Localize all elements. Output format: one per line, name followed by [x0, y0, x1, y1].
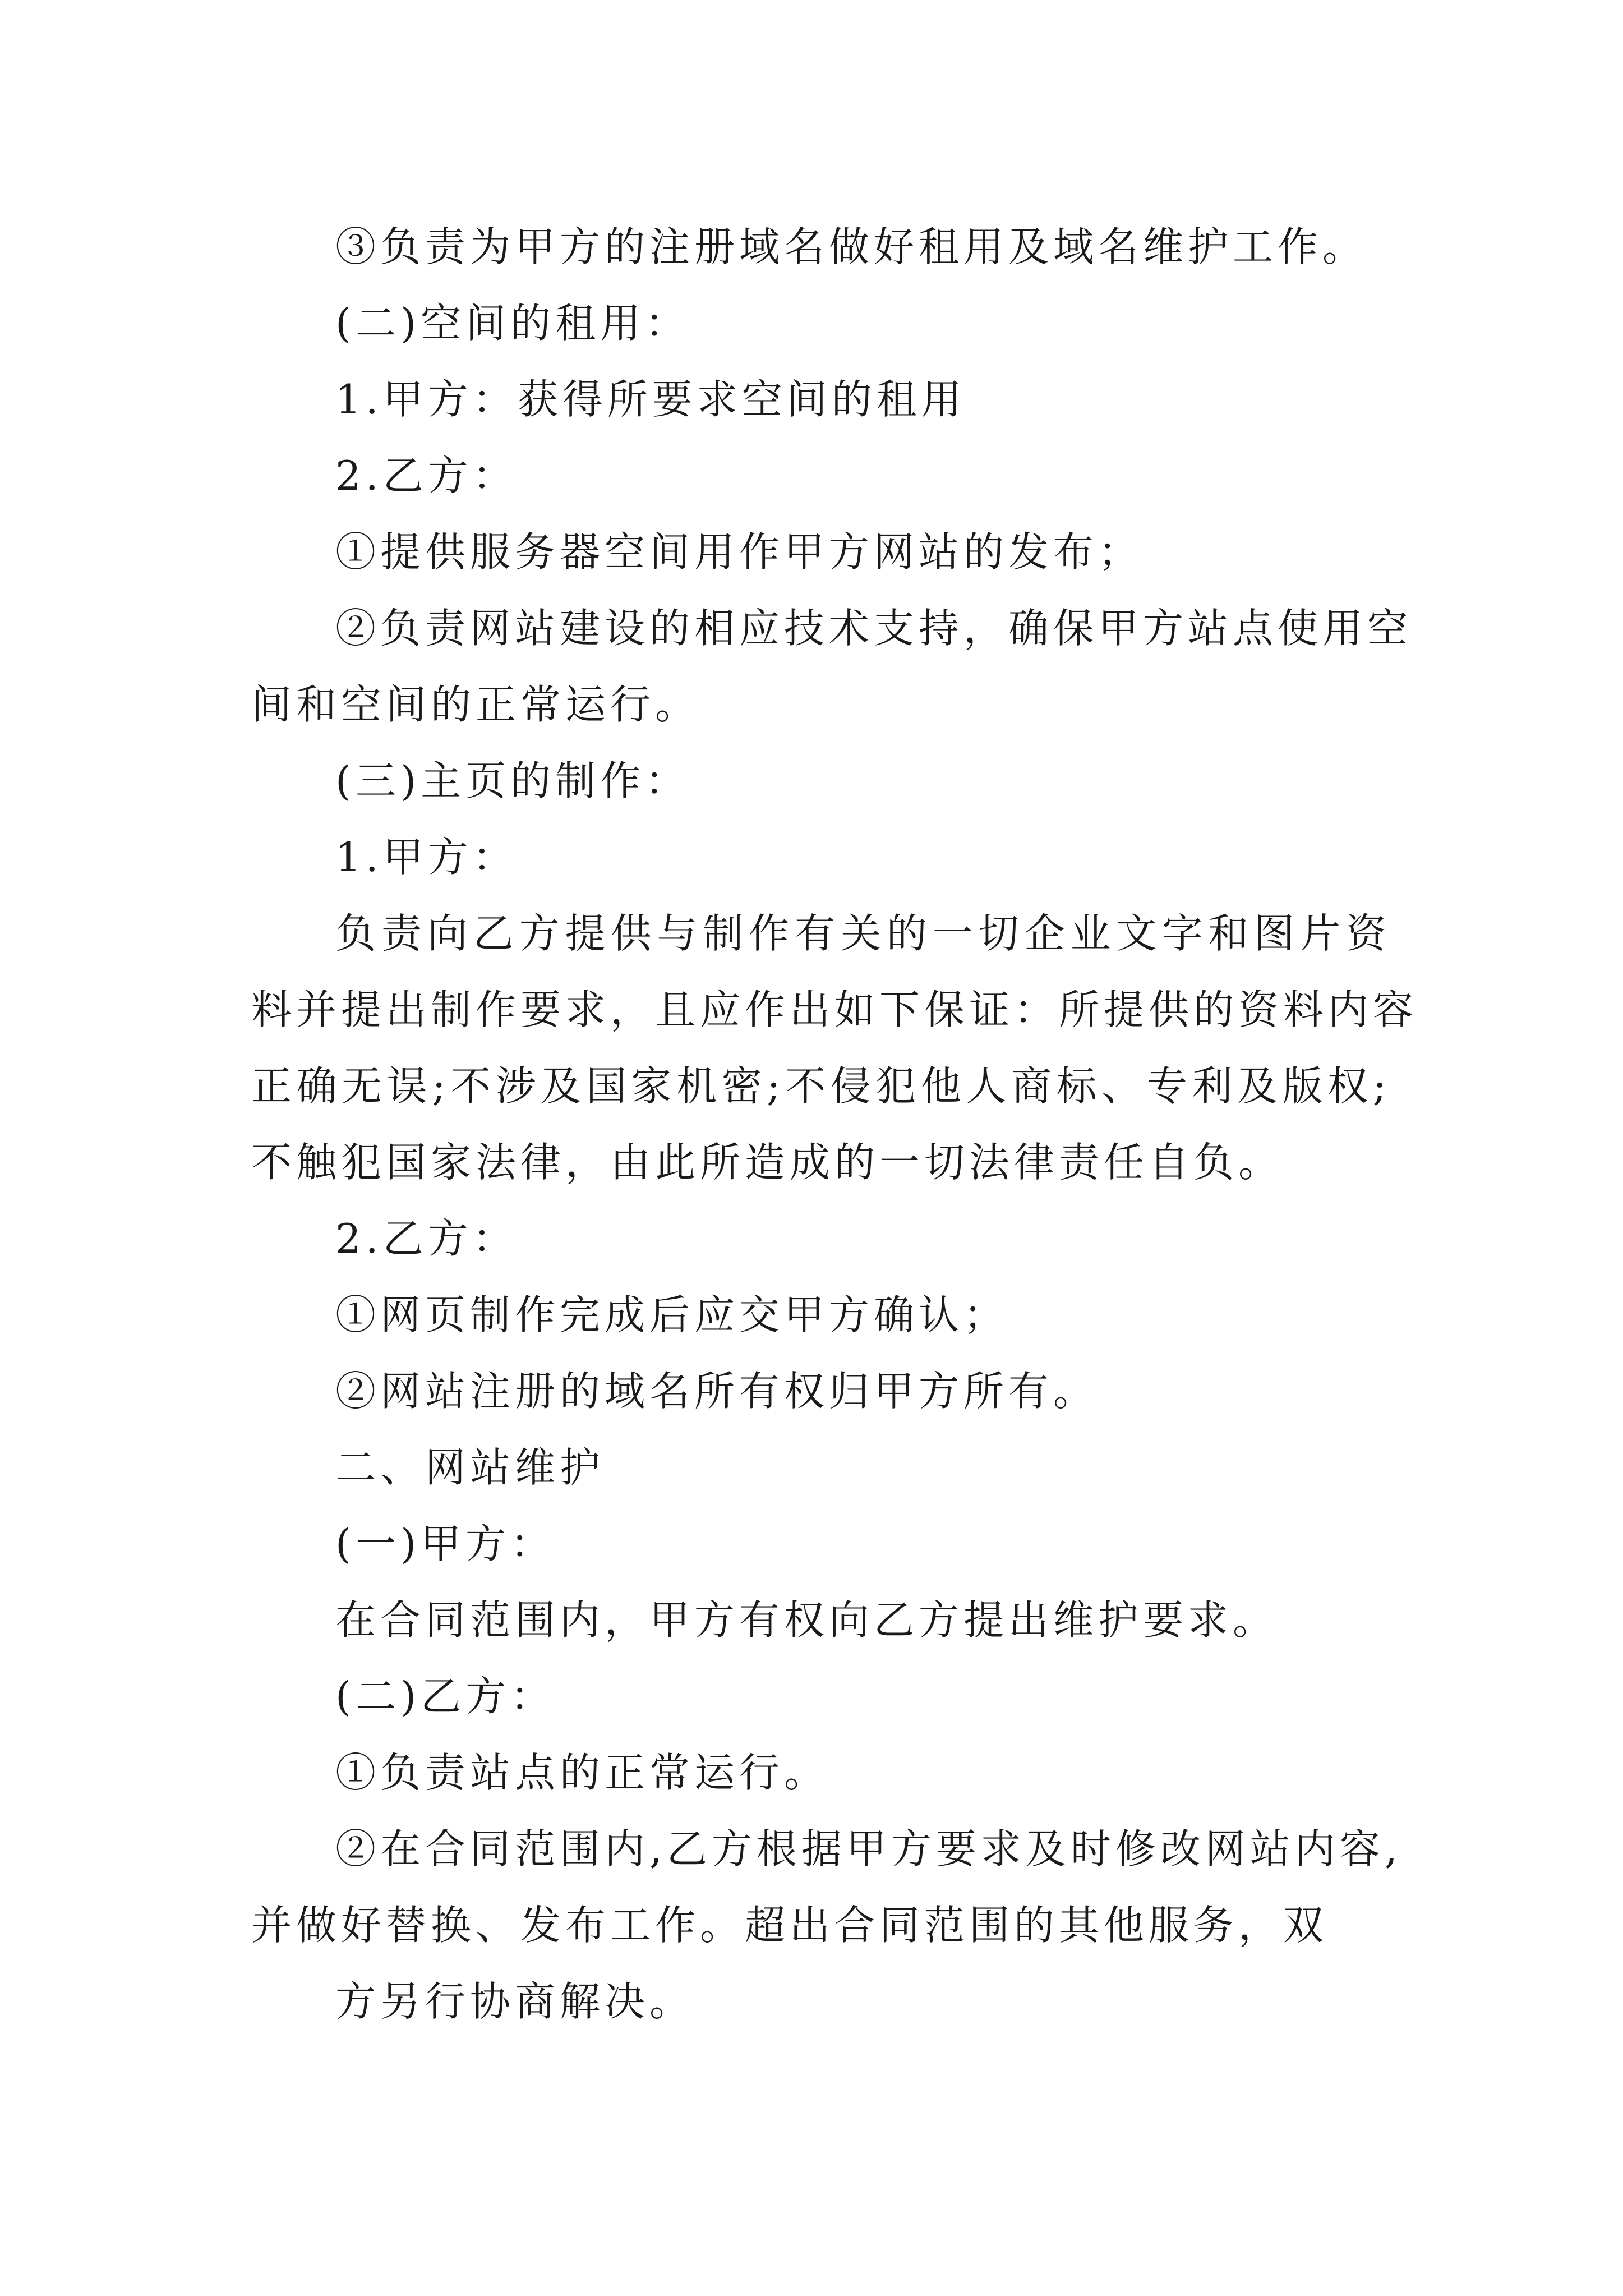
- text-line: 不触犯国家法律，由此所造成的一切法律责任自负。: [251, 1139, 1284, 1186]
- text-line: ②网站注册的域名所有权归甲方所有。: [335, 1368, 1099, 1415]
- text-line: (一)甲方：: [335, 1520, 556, 1567]
- text-line: ①提供服务器空间用作甲方网站的发布；: [335, 528, 1144, 576]
- text-line: 料并提出制作要求，且应作出如下保证：所提供的资料内容: [251, 986, 1418, 1033]
- text-line: ②负责网站建设的相应技术支持，确保甲方站点使用空: [335, 605, 1413, 652]
- text-line: (二)空间的租用：: [335, 300, 690, 347]
- text-line: 方另行协商解决。: [335, 1978, 695, 2025]
- text-line: 1.甲方：: [335, 834, 518, 881]
- text-line: 1.甲方：获得所要求空间的租用: [335, 376, 966, 423]
- text-line: 二、网站维护: [335, 1444, 605, 1491]
- text-line: 并做好替换、发布工作。超出合同范围的其他服务，双: [251, 1902, 1329, 1949]
- text-line: 负责向乙方提供与制作有关的一切企业文字和图片资: [335, 910, 1391, 957]
- text-line: ③负责为甲方的注册域名做好租用及域名维护工作。: [335, 223, 1368, 270]
- text-line: (二)乙方：: [335, 1673, 556, 1720]
- text-line: 在合同范围内，甲方有权向乙方提出维护要求。: [335, 1596, 1278, 1644]
- text-line: 正确无误;不涉及国家机密;不侵犯他人商标、专利及版权;: [251, 1062, 1391, 1110]
- text-line: ①负责站点的正常运行。: [335, 1749, 829, 1796]
- text-line: ②在合同范围内,乙方根据甲方要求及时修改网站内容,: [335, 1825, 1402, 1872]
- document-body: [251, 209, 1418, 2040]
- text-line: 2.乙方：: [335, 452, 518, 499]
- text-line: ①网页制作完成后应交甲方确认；: [335, 1291, 1009, 1338]
- text-line: (三)主页的制作：: [335, 757, 690, 804]
- text-line: 2.乙方：: [335, 1215, 518, 1262]
- text-line: 间和空间的正常运行。: [251, 681, 700, 728]
